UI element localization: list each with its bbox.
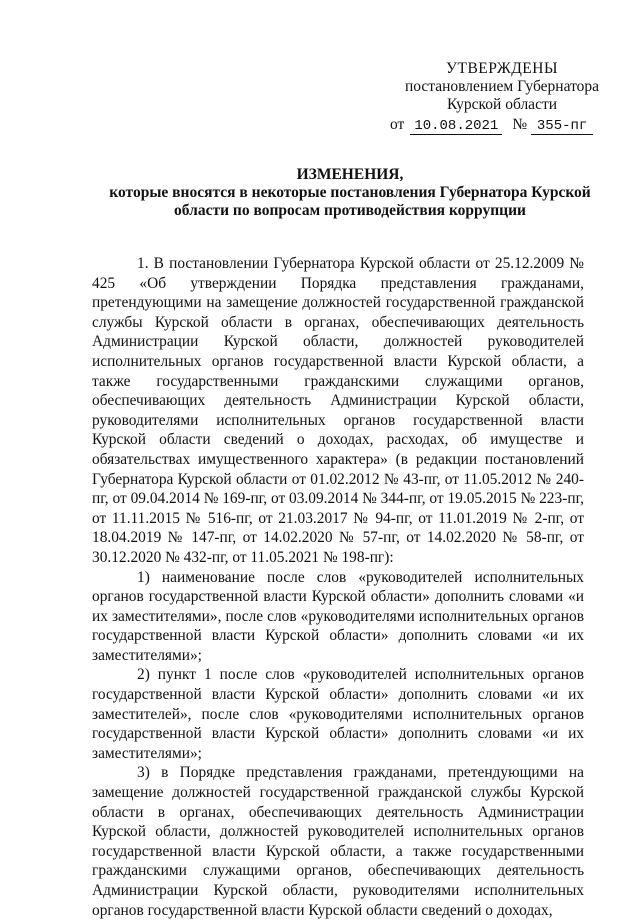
paragraph-1: 1. В постановлении Губернатора Курской области от 25.12.2009 № 425 «Об утверждении Порядка представления гражданами, претендующими на замещение должностей государственной гражданской службы Курской области в органах, обеспечивающих деятельность Администрации Курской области, должностей руководителей исполнительных органов государственной власти Курской области, а также государственными гражданскими служащими органов, обеспечивающих деятельность Администрации Курской области, руководителями исполнительных органов государственной власти Курской области сведений о доходах, расходах, об имуществе и обязательствах имущественного характера» (в редакции постановлений Губернатора Курской области от 01.02.2012 № 43-пг, от 11.05.2012 № 240-пг, от 09.04.2014 № 169-пг, от 03.09.2014 № 344-пг, от 19.05.2015 № 223-пг, от 11.11.2015 № 516-пг, от 21.03.2017 № 94-пг, от 11.01.2019 № 2-пг, от 18.04.2019 № 147-пг, от 14.02.2020 № 57-пг, от 14.02.2020 № 58-пг, от 30.12.2020 № 432-пг, от 11.05.2021 № 198-пг): <box>92 255 584 566</box>
approval-region: Курской области <box>446 96 558 113</box>
approval-authority: постановлением Губернатора <box>404 78 600 95</box>
approval-date: 10.08.2021 <box>410 118 502 135</box>
title-main: ИЗМЕНЕНИЯ, <box>296 166 404 183</box>
paragraph-2: 1) наименование после слов «руководителей исполнительных органов государственной власти Курской области» дополнить словами «и их заместителями», после слов «руководителями исполнительных органов государственной власти Курской области» дополнить словами «и их заместителями»; <box>92 568 584 664</box>
date-prefix: от <box>390 116 405 133</box>
number-prefix: № <box>512 116 528 133</box>
title-subtitle: которые вносятся в некоторые постановления Губернатора Курской области по вопросам противодействия коррупции <box>109 184 591 219</box>
document-title <box>80 166 620 220</box>
approval-date-row <box>390 116 620 135</box>
approval-heading: УТВЕРЖДЕНЫ <box>446 60 558 77</box>
approval-number: 355-пг <box>531 118 593 135</box>
document-body <box>92 254 584 920</box>
paragraph-4: 3) в Порядке представления гражданами, претендующими на замещение должностей государственной гражданской службы Курской области в органах, обеспечивающих деятельность Администрации Курской области, должностей руководителей исполнительных органов государственной власти Курской области, а также государственными гражданскими служащими органов, обеспечивающих деятельность Администрации Курской области, руководителями исполнительных органов государственной власти Курской области сведений о доходах, <box>92 764 584 919</box>
approval-block <box>392 60 612 114</box>
paragraph-3: 2) пункт 1 после слов «руководителей исполнительных органов государственной власти Курской области» дополнить словами «и их заместителей», после слов «руководителями исполнительных органов государственной власти Курской области» дополнить словами «и их заместителями»; <box>92 666 584 762</box>
